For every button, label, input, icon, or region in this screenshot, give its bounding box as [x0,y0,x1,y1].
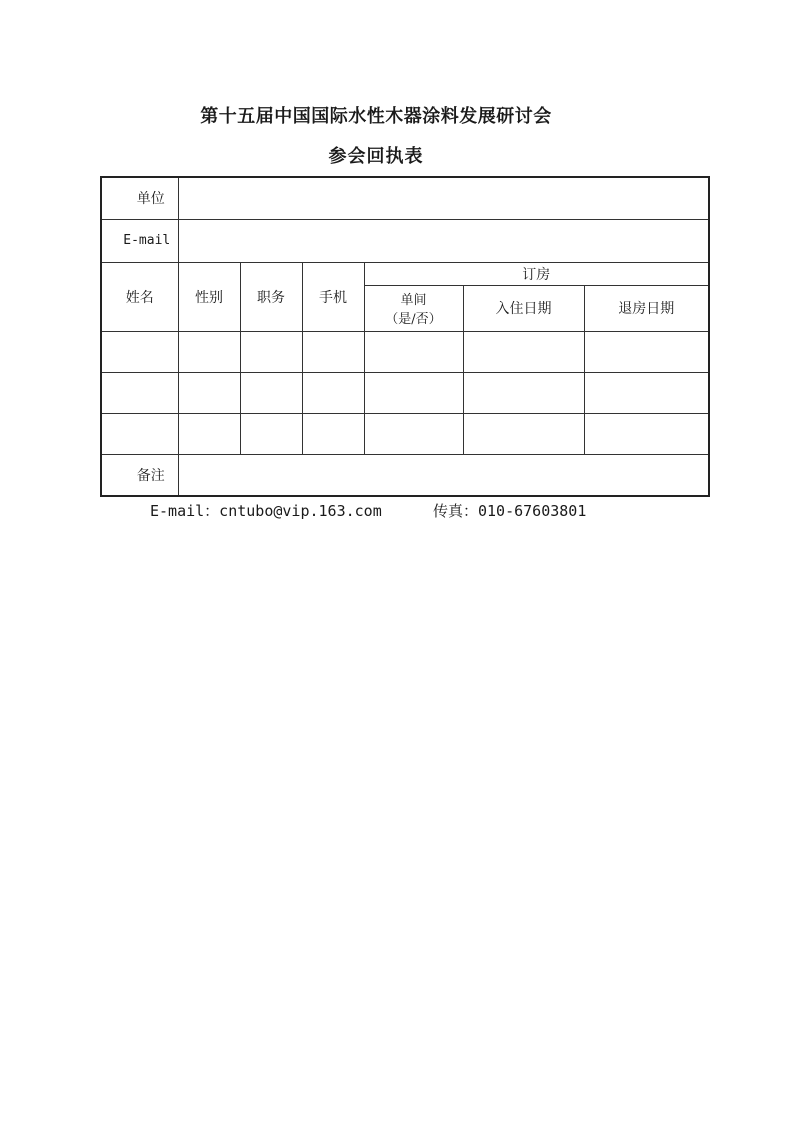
header-single-room [364,285,463,331]
document-title: 第十五届中国国际水性木器涂料发展研讨会 [200,106,552,127]
name-cell[interactable] [101,331,178,372]
header-gender: 性别 [178,262,240,331]
header-phone: 手机 [302,262,364,331]
name-cell[interactable] [101,372,178,413]
footer-email: E-mail：cntubo@vip.163.com [150,502,382,520]
header-booking: 订房 [364,262,709,285]
email-field[interactable] [178,219,709,262]
header-checkin: 入住日期 [463,285,584,331]
header-position: 职务 [240,262,302,331]
table-row [101,372,709,413]
single-room-cell[interactable] [364,331,463,372]
registration-form-table [100,176,710,497]
checkout-cell[interactable] [584,413,709,454]
position-cell[interactable] [240,372,302,413]
checkin-cell[interactable] [463,413,584,454]
checkin-cell[interactable] [463,331,584,372]
phone-cell[interactable] [302,372,364,413]
single-room-label: 单间 [400,293,427,308]
single-room-cell[interactable] [364,372,463,413]
unit-row [101,177,709,219]
phone-cell[interactable] [302,331,364,372]
remarks-field[interactable] [178,454,709,496]
phone-cell[interactable] [302,413,364,454]
email-label: E-mail [101,219,178,262]
checkin-cell[interactable] [463,372,584,413]
name-cell[interactable] [101,413,178,454]
unit-field[interactable] [178,177,709,219]
unit-label: 单位 [101,177,178,219]
checkout-cell[interactable] [584,331,709,372]
gender-cell[interactable] [178,372,240,413]
checkout-cell[interactable] [584,372,709,413]
position-cell[interactable] [240,331,302,372]
position-cell[interactable] [240,413,302,454]
remarks-row [101,454,709,496]
header-checkout: 退房日期 [584,285,709,331]
document-subtitle: 参会回执表 [328,146,424,167]
remarks-label: 备注 [101,454,178,496]
contact-footer [150,500,587,521]
gender-cell[interactable] [178,331,240,372]
single-room-note: （是/否） [385,312,442,327]
header-name: 姓名 [101,262,178,331]
table-row [101,413,709,454]
header-row-top [101,262,709,285]
footer-fax: 传真：010-67603801 [433,502,587,520]
single-room-cell[interactable] [364,413,463,454]
table-row [101,331,709,372]
gender-cell[interactable] [178,413,240,454]
email-row [101,219,709,262]
